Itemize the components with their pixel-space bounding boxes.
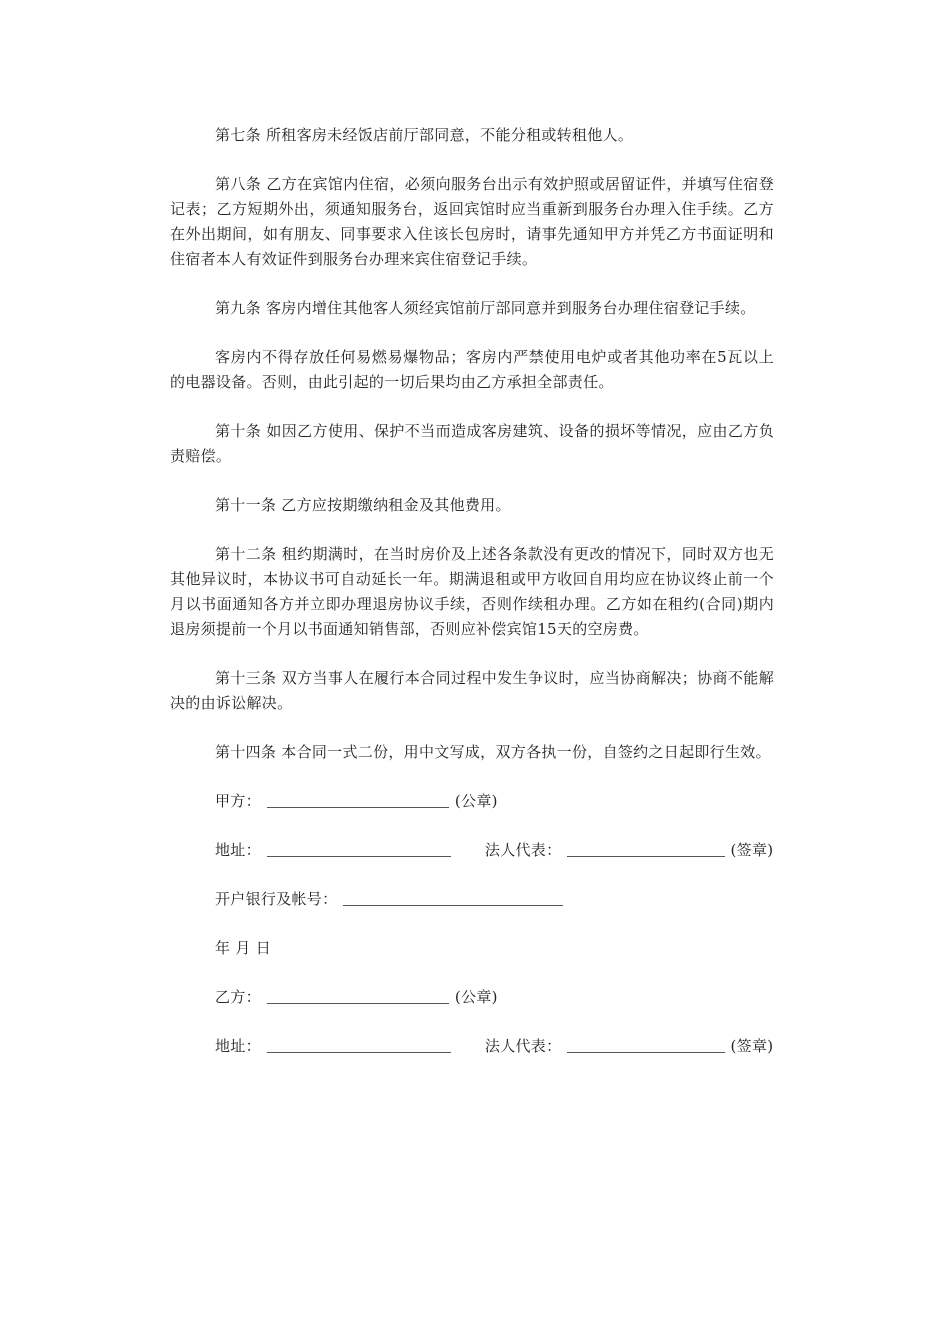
party-a-name-field[interactable] (267, 791, 449, 808)
clause-7: 第七条 所租客房未经饭店前厅部同意，不能分租或转租他人。 (215, 126, 634, 144)
clause-8: 第八条 乙方在宾馆内住宿，必须向服务台出示有效护照或居留证件，并填写住宿登记表；乙方短期外出，须通知服务台，返回宾馆时应当重新到服务台办理入住手续。乙方在外出期间，如有朋友、同事要求入住该长包房时，请事先通知甲方并凭乙方书面证明和住宿者本人有效证件到服务台办理来宾住宿登记手续。 (170, 175, 774, 268)
party-b-seal: (公章) (454, 988, 498, 1006)
party-b-label: 乙方： (215, 988, 261, 1006)
party-a-seal: (公章) (454, 792, 498, 810)
clause-12: 第十二条 租约期满时，在当时房价及上述各条款没有更改的情况下，同时双方也无其他异议时，本协议书可自动延长一年。期满退租或甲方收回自用均应在协议终止前一个月以书面通知各方并立即办理退房协议手续，否则作续租办理。乙方如在租约(合同)期内退房须提前一个月以书面通知销售部，否则应补偿宾馆15天的空房费。 (170, 545, 774, 638)
party-a-bank-label: 开户银行及帐号： (215, 890, 338, 908)
clause-11: 第十一条 乙方应按期缴纳租金及其他费用。 (215, 496, 511, 514)
party-a-address-field[interactable] (267, 840, 451, 857)
party-b-sign: (签章) (730, 1037, 774, 1055)
party-a-label: 甲方： (215, 792, 261, 810)
party-b-address-line (170, 1034, 774, 1059)
party-b-line (170, 985, 774, 1010)
party-b-legal-rep-field[interactable] (567, 1036, 725, 1053)
party-a-address-label: 地址： (215, 841, 261, 859)
party-a-address-line (170, 838, 774, 863)
party-b-name-field[interactable] (267, 987, 449, 1004)
clause-13: 第十三条 双方当事人在履行本合同过程中发生争议时，应当协商解决；协商不能解决的由诉讼解决。 (170, 669, 774, 712)
party-a-legal-rep-field[interactable] (567, 840, 725, 857)
clause-14: 第十四条 本合同一式二份，用中文写成，双方各执一份，自签约之日起即行生效。 (215, 743, 771, 761)
party-a-bank-field[interactable] (343, 889, 563, 906)
clause-9: 第九条 客房内增住其他客人须经宾馆前厅部同意并到服务台办理住宿登记手续。 (215, 299, 756, 317)
party-a-sign: (签章) (730, 841, 774, 859)
party-a-line (170, 789, 774, 814)
party-b-address-field[interactable] (267, 1036, 451, 1053)
party-a-legal-rep-label: 法人代表： (484, 841, 562, 859)
party-a-date-line (170, 936, 774, 961)
contract-document (170, 123, 774, 1083)
clause-9-supplement: 客房内不得存放任何易燃易爆物品；客房内严禁使用电炉或者其他功率在5瓦以上的电器设备。否则，由此引起的一切后果均由乙方承担全部责任。 (170, 348, 774, 391)
party-a-bank-line (170, 887, 774, 912)
clause-10: 第十条 如因乙方使用、保护不当而造成客房建筑、设备的损坏等情况，应由乙方负责赔偿。 (170, 422, 774, 465)
party-b-address-label: 地址： (215, 1037, 261, 1055)
party-b-legal-rep-label: 法人代表： (484, 1037, 562, 1055)
party-a-date: 年 月 日 (215, 939, 272, 957)
